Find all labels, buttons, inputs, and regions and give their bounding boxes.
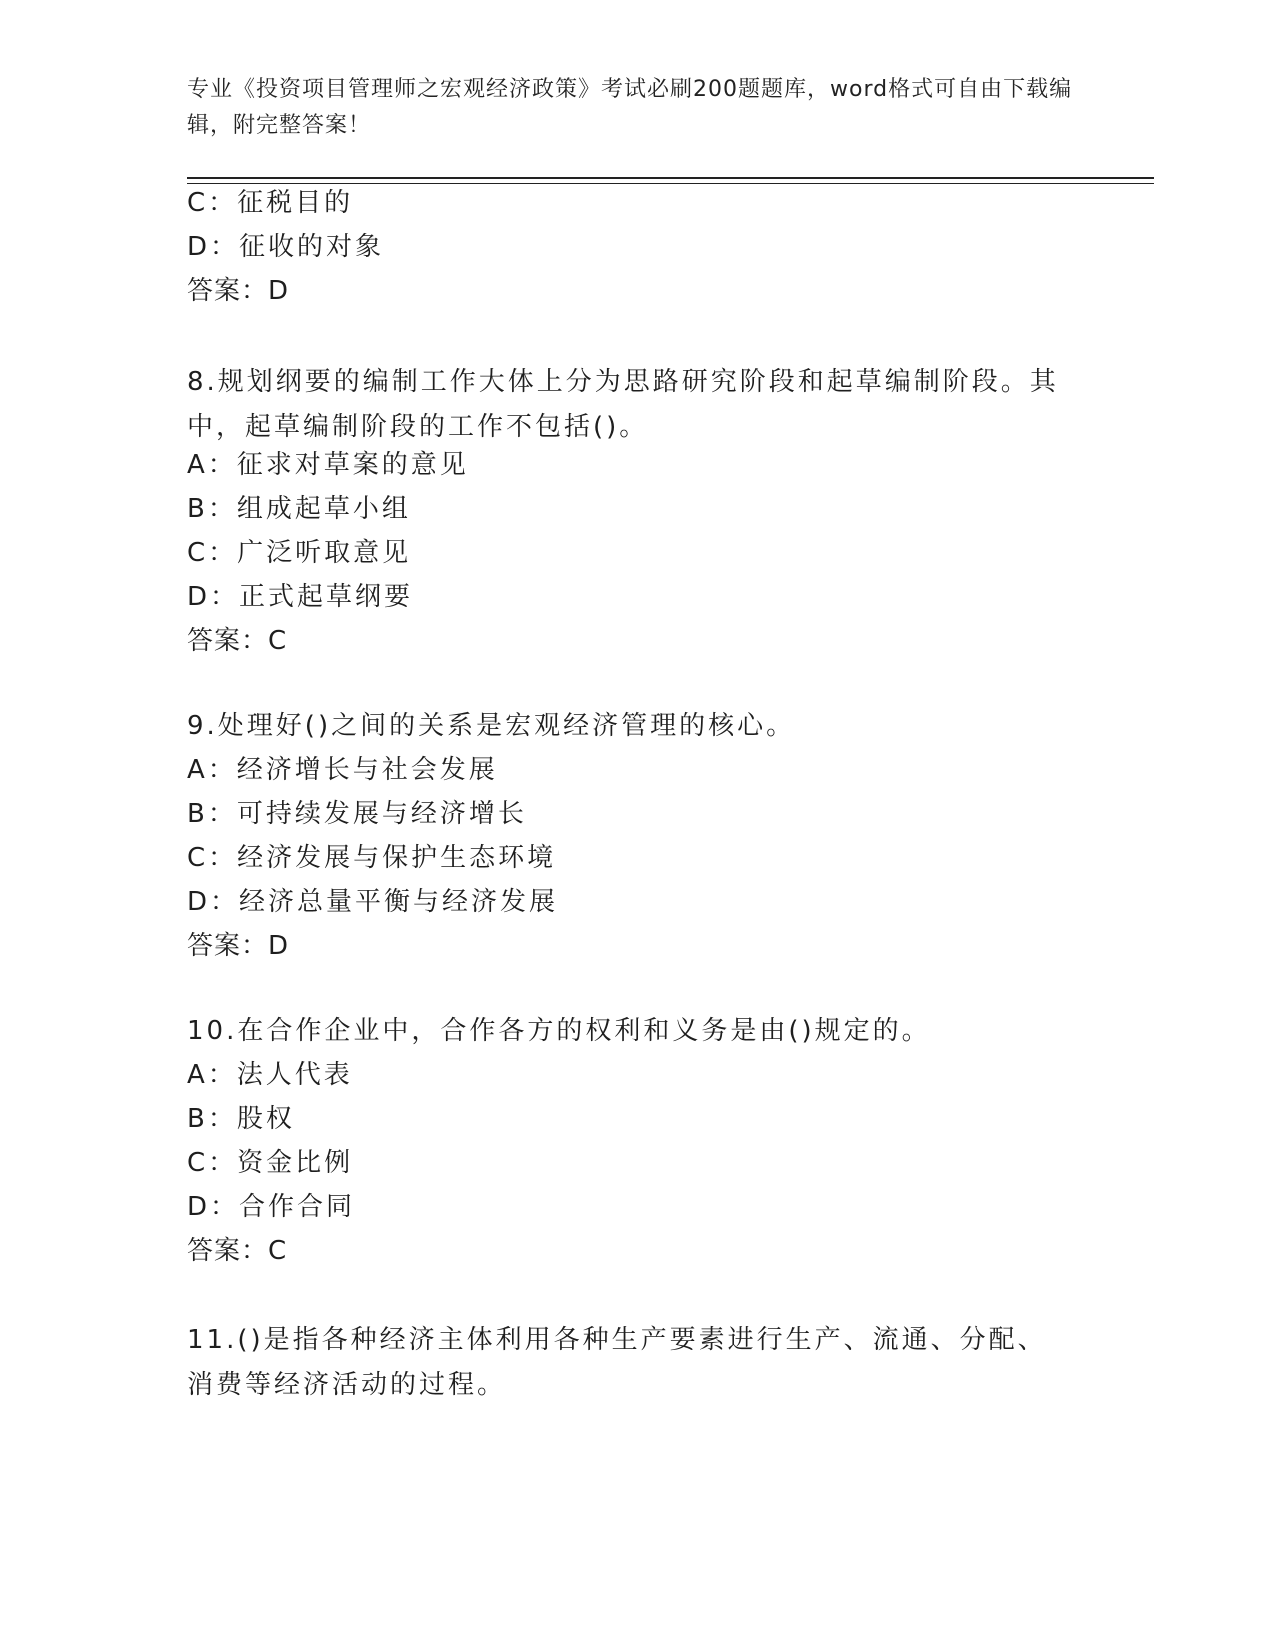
q8-question: 8.规划纲要的编制工作大体上分为思路研究阶段和起草编制阶段。其中，起草编制阶段的工作不包括()。: [187, 367, 1059, 442]
q9-option-c: C：经济发展与保护生态环境: [187, 843, 557, 873]
q10-question: 10.在合作企业中，合作各方的权利和义务是由()规定的。: [187, 1016, 931, 1046]
q10-answer: 答案：C: [187, 1236, 288, 1266]
q8-answer: 答案：C: [187, 626, 288, 656]
q10-option-a: A：法人代表: [187, 1060, 353, 1090]
q10-option-d: D：合作合同: [187, 1192, 356, 1222]
q7-option-c: C：征税目的: [187, 188, 354, 218]
q9-answer: 答案：D: [187, 931, 290, 961]
q8-option-a: A：征求对草案的意见: [187, 450, 469, 480]
q7-answer: 答案：D: [187, 276, 290, 306]
q8-option-d: D：正式起草纲要: [187, 582, 414, 612]
document-header: 专业《投资项目管理师之宏观经济政策》考试必刷200题题库，word格式可自由下载编辑，附完整答案！: [187, 77, 1073, 138]
q10-option-b: B：股权: [187, 1104, 295, 1134]
q10-option-c: C：资金比例: [187, 1148, 354, 1178]
q9-question: 9.处理好()之间的关系是宏观经济管理的核心。: [187, 711, 796, 741]
header-divider-thin: [187, 183, 1154, 184]
q9-option-b: B：可持续发展与经济增长: [187, 799, 527, 829]
q8-option-c: C：广泛听取意见: [187, 538, 412, 568]
q8-option-b: B：组成起草小组: [187, 494, 411, 524]
q9-option-d: D：经济总量平衡与经济发展: [187, 887, 559, 917]
header-divider-thick: [187, 177, 1154, 179]
q7-option-d: D：征收的对象: [187, 232, 385, 262]
q11-question: 11.()是指各种经济主体利用各种生产要素进行生产、流通、分配、消费等经济活动的过程。: [187, 1325, 1047, 1400]
q9-option-a: A：经济增长与社会发展: [187, 755, 498, 785]
